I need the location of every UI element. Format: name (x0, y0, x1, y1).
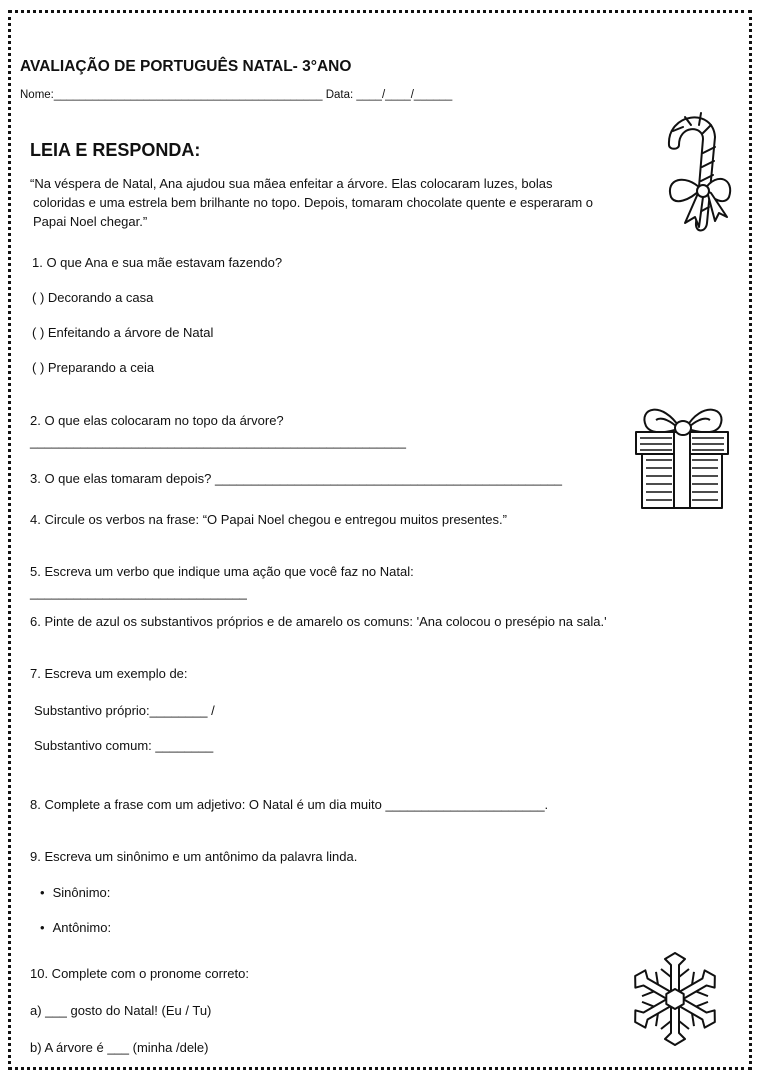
proper-noun-line[interactable]: Substantivo próprio:________ / (34, 703, 215, 718)
story-paragraph (30, 174, 650, 231)
synonym-bullet[interactable]: • Sinônimo: (40, 885, 110, 900)
section-title: LEIA E RESPONDA: (30, 140, 201, 160)
story-line: Papai Noel chegar.” (33, 214, 148, 229)
gift-box-icon (632, 398, 732, 510)
option-1c[interactable]: ( ) Preparando a ceia (32, 360, 155, 375)
question-9: 9. Escreva um sinônimo e um antônimo da palavra linda. (30, 849, 358, 864)
candy-cane-icon (655, 105, 735, 240)
story-line: “Na véspera de Natal, Ana ajudou sua mãea enfeitar a árvore. Elas colocaram luzes, bolas (30, 176, 553, 191)
question-5: 5. Escreva um verbo que indique uma ação que você faz no Natal: (30, 564, 414, 579)
common-noun-line[interactable]: Substantivo comum: ________ (34, 738, 214, 753)
question-10a[interactable]: a) ___ gosto do Natal! (Eu / Tu) (30, 1003, 212, 1018)
option-1a[interactable]: ( ) Decorando a casa (32, 290, 154, 305)
option-1b[interactable]: ( ) Enfeitando a árvore de Natal (32, 325, 214, 340)
answer-line-2[interactable]: ____________________________________________________ (30, 434, 406, 449)
name-date-line[interactable]: Nome:__________________________________________ Data: ____/____/______ (20, 89, 453, 101)
question-1: 1. O que Ana e sua mãe estavam fazendo? (32, 255, 283, 270)
question-6: 6. Pinte de azul os substantivos próprios e de amarelo os comuns: 'Ana colocou o presépio na sala.' (30, 614, 607, 629)
question-8[interactable]: 8. Complete a frase com um adjetivo: O Natal é um dia muito ______________________. (30, 797, 549, 812)
question-3[interactable]: 3. O que elas tomaram depois? ________________________________________________ (30, 471, 563, 486)
page-border (8, 10, 752, 1070)
question-4: 4. Circule os verbos na frase: “O Papai Noel chegou e entregou muitos presentes.” (30, 512, 507, 527)
question-7: 7. Escreva um exemplo de: (30, 666, 188, 681)
answer-line-5[interactable]: ______________________________ (30, 585, 247, 600)
question-10b[interactable]: b) A árvore é ___ (minha /dele) (30, 1040, 209, 1055)
question-10: 10. Complete com o pronome correto: (30, 966, 249, 981)
antonym-bullet[interactable]: • Antônimo: (40, 920, 111, 935)
snowflake-icon (632, 952, 718, 1046)
story-line: coloridas e uma estrela bem brilhante no topo. Depois, tomaram chocolate quente e esperaram o (33, 195, 594, 210)
page-title: AVALIAÇÃO DE PORTUGUÊS NATAL- 3°ANO (20, 58, 352, 75)
question-2: 2. O que elas colocaram no topo da árvore? (30, 413, 284, 428)
